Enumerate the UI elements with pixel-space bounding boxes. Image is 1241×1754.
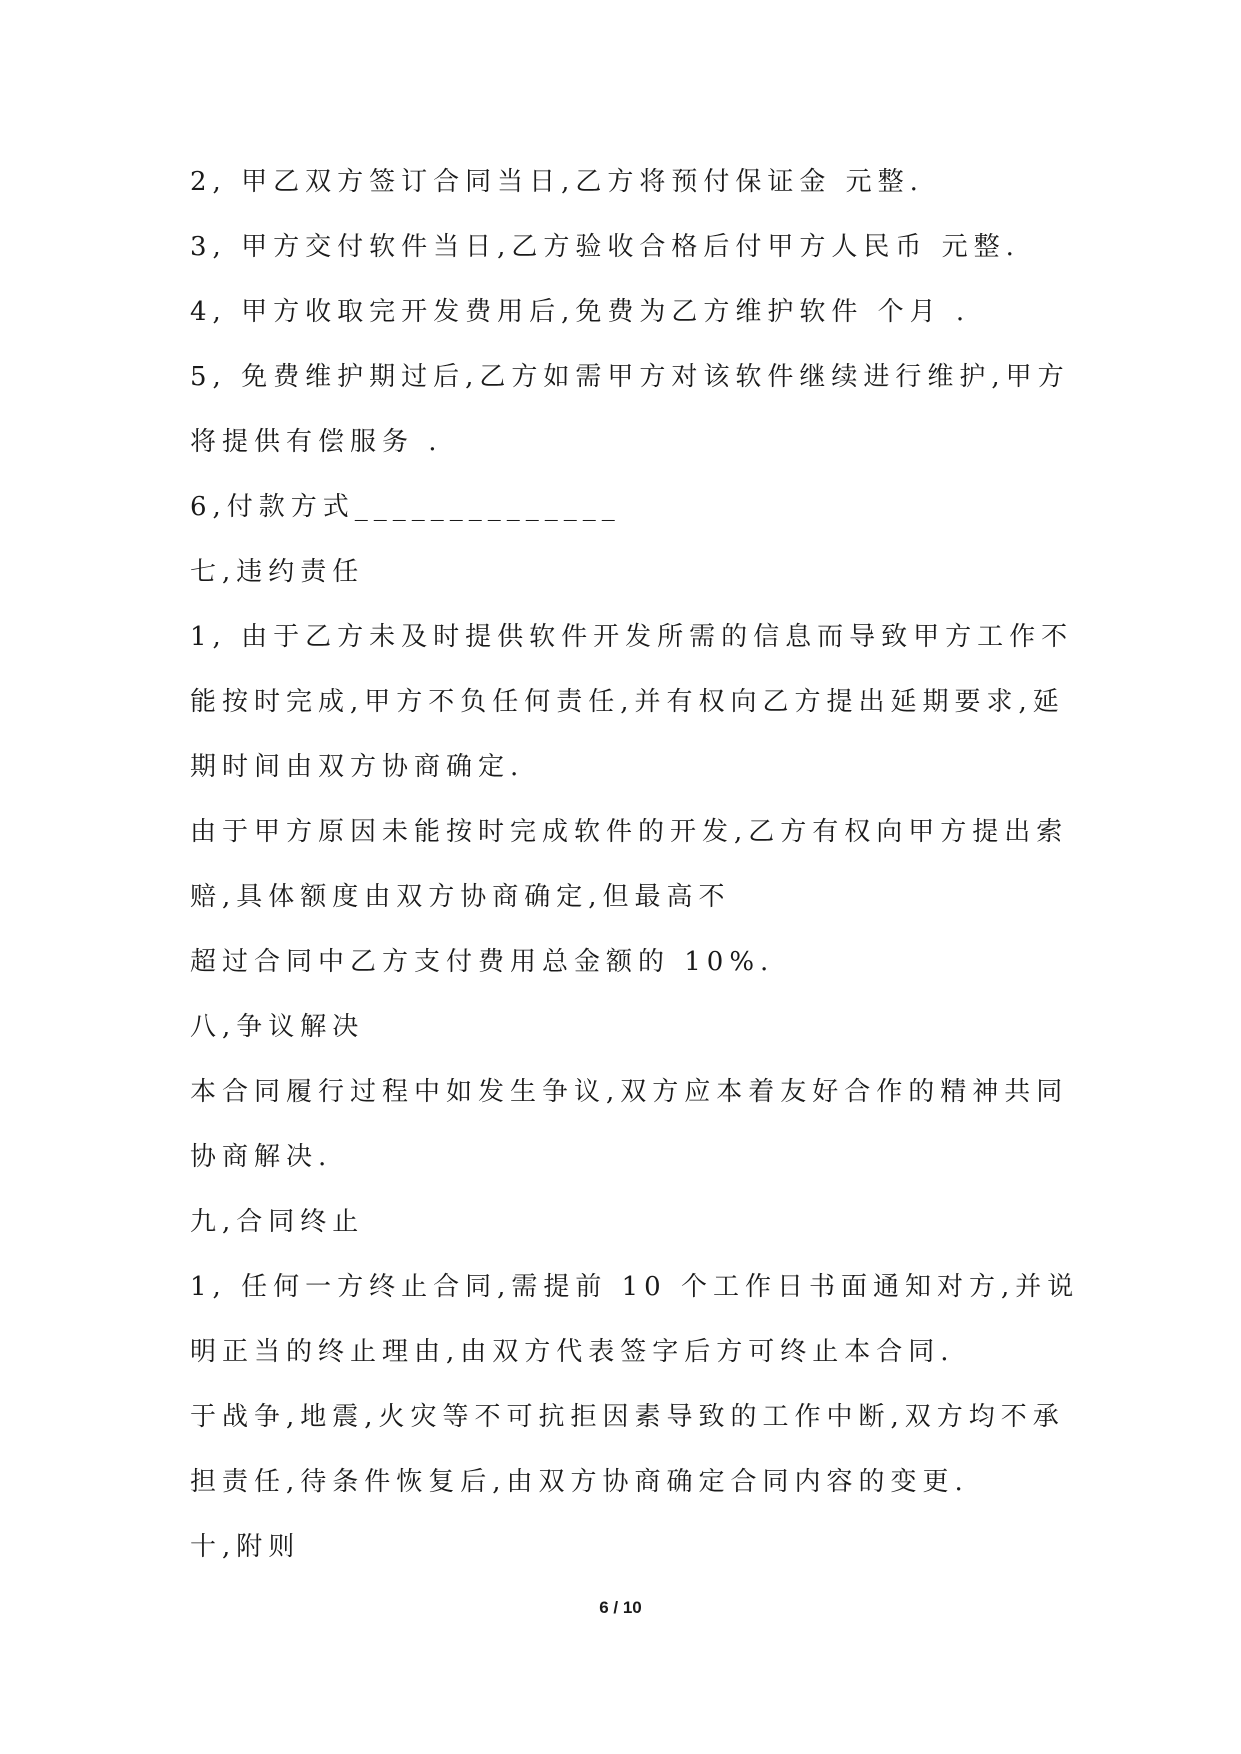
section-8-para-line-2: 协商解决. — [190, 1142, 333, 1172]
clause-3-acceptance-payment: 3, 甲方交付软件当日,乙方验收合格后付甲方人民币 元整. — [190, 232, 1020, 262]
section-8-heading: 八,争议解决 — [190, 1012, 365, 1042]
section-7-para-2-line-1: 由于甲方原因未能按时完成软件的开发,乙方有权向甲方提出索 — [190, 817, 1069, 847]
page-number: 6 / 10 — [599, 1598, 642, 1617]
section-7-clause-1-line-3: 期时间由双方协商确定. — [190, 752, 525, 782]
section-7-para-2-line-2: 赔,具体额度由双方协商确定,但最高不 — [190, 882, 731, 912]
section-10-heading: 十,附则 — [190, 1532, 301, 1562]
section-7-para-2-line-3: 超过合同中乙方支付费用总金额的 10%. — [190, 947, 775, 977]
clause-4-free-maintenance: 4, 甲方收取完开发费用后,免费为乙方维护软件 个月 . — [190, 297, 971, 327]
section-7-clause-1-line-2: 能按时完成,甲方不负任何责任,并有权向乙方提出延期要求,延 — [190, 687, 1065, 717]
section-9-clause-1-line-2: 明正当的终止理由,由双方代表签字后方可终止本合同. — [190, 1337, 955, 1367]
section-8-para-line-1: 本合同履行过程中如发生争议,双方应本着友好合作的精神共同 — [190, 1077, 1069, 1107]
section-9-para-2-line-1: 于战争,地震,火灾等不可抗拒因素导致的工作中断,双方均不承 — [190, 1402, 1065, 1432]
section-7-clause-1-line-1: 1, 由于乙方未及时提供软件开发所需的信息而导致甲方工作不 — [190, 622, 1074, 652]
section-7-heading: 七,违约责任 — [190, 557, 365, 587]
clause-2-deposit: 2, 甲乙双方签订合同当日,乙方将预付保证金 元整. — [190, 167, 924, 197]
clause-5-paid-maintenance: 5, 免费维护期过后,乙方如需甲方对该软件继续进行维护,甲方 — [190, 362, 1070, 392]
section-9-para-2-line-2: 担责任,待条件恢复后,由双方协商确定合同内容的变更. — [190, 1467, 969, 1497]
section-9-clause-1-line-1: 1, 任何一方终止合同,需提前 10 个工作日书面通知对方,并说 — [190, 1272, 1080, 1302]
section-9-heading: 九,合同终止 — [190, 1207, 365, 1237]
clause-5-continuation: 将提供有偿服务 . — [190, 427, 443, 457]
clause-6-payment-method: 6,付款方式______________ — [190, 492, 621, 522]
